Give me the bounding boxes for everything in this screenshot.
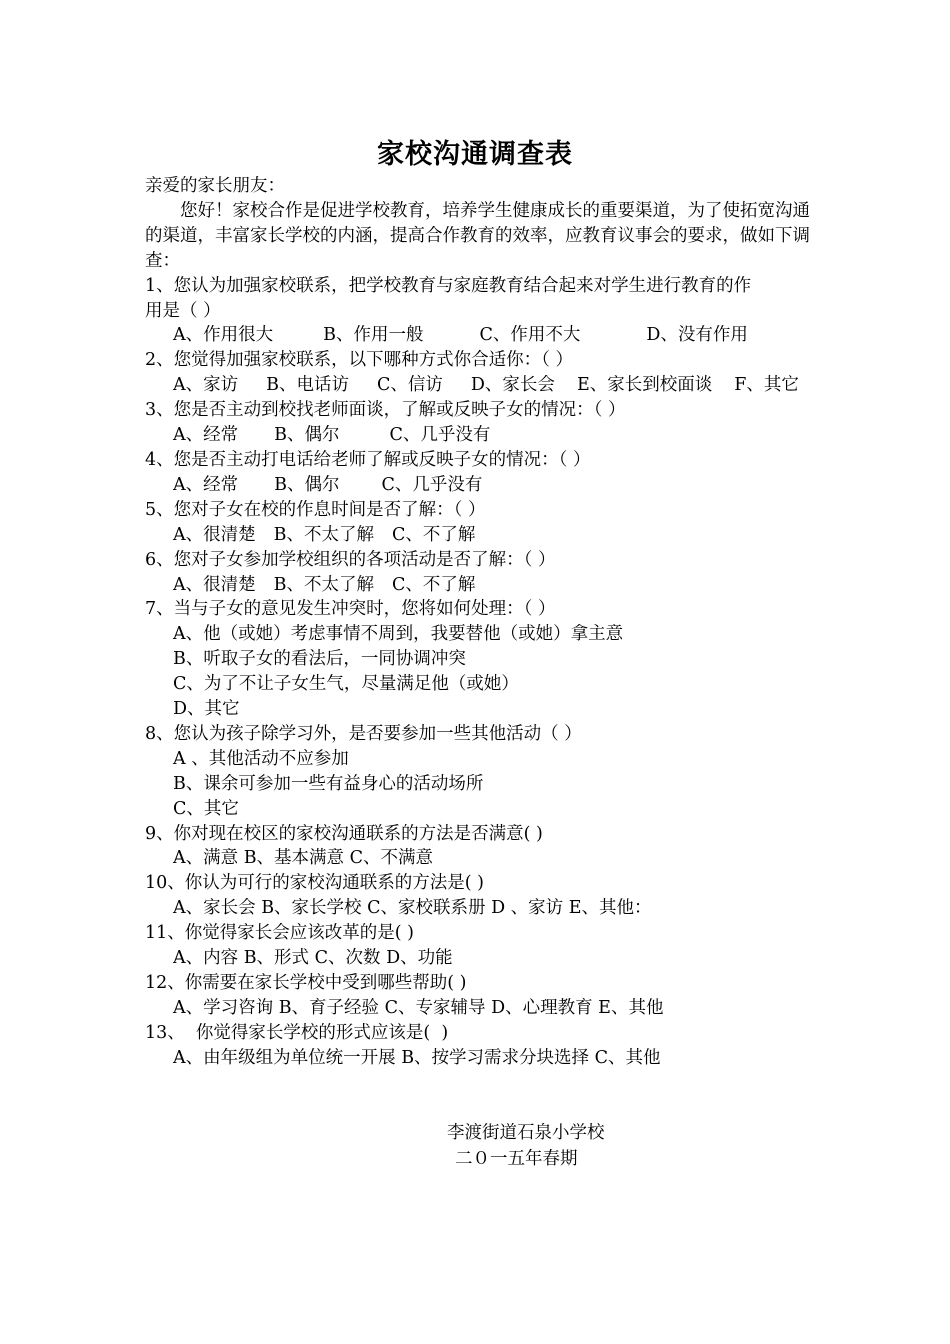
option: C、作用不大 [479, 325, 581, 346]
option: B、作用一般 [323, 325, 424, 346]
option: A、学习咨询 B、育子经验 C、专家辅导 D、心理教育 E、其他 [173, 997, 664, 1018]
option: B、偶尔 [274, 474, 340, 495]
option: A、经常 [173, 474, 239, 495]
greeting: 亲爱的家长朋友： [145, 176, 285, 196]
option: D、家长会 [470, 375, 555, 396]
option: A、内容 B、形式 C、次数 D、功能 [173, 948, 453, 969]
question-2-options [145, 373, 813, 398]
option: B、听取子女的看法后，一同协调冲突 [173, 649, 466, 670]
option: C、不了解 [392, 574, 476, 595]
option: B、不太了解 [273, 524, 375, 545]
question-8: 8、您认为孩子除学习外，是否要参加一些其他活动（ ） [145, 723, 582, 744]
option: B、电话访 [266, 375, 350, 396]
option: C、几乎没有 [389, 425, 491, 446]
option: D、其它 [173, 699, 240, 720]
question-3: 3、您是否主动到校找老师面谈，了解或反映子女的情况：（ ） [145, 400, 626, 421]
question-10: 10、你认为可行的家校沟通联系的方法是( ) [145, 873, 484, 894]
document-body [145, 174, 813, 1071]
option: C、几乎没有 [381, 474, 483, 495]
option: A、很清楚 [173, 574, 256, 595]
question-3-options [145, 423, 813, 448]
option: A、家访 [173, 375, 239, 396]
question-5: 5、您对子女在校的作息时间是否了解：（ ） [145, 499, 486, 520]
signature-date: 二０一五年春期 [455, 1149, 578, 1169]
question-7: 7、当与子女的意见发生冲突时，您将如何处理：（ ） [145, 599, 556, 620]
option: D、没有作用 [646, 325, 748, 346]
option: A、经常 [173, 425, 239, 446]
option: A、家长会 B、家长学校 C、家校联系册 D 、家访 E、其他： [173, 898, 652, 919]
option: A 、其他活动不应参加 [173, 748, 349, 769]
school-name: 李渡街道石泉小学校 [447, 1123, 605, 1143]
option: C、不了解 [392, 524, 476, 545]
option: C、信访 [377, 375, 443, 396]
question-9: 9、你对现在校区的家校沟通联系的方法是否满意( ) [145, 823, 543, 844]
question-12: 12、你需要在家长学校中受到哪些帮助( ) [145, 973, 467, 993]
document-title: 家校沟通调查表 [377, 139, 573, 170]
question-1: 1、您认为加强家校联系，把学校教育与家庭教育结合起来对学生进行教育的作 [145, 275, 752, 296]
question-11: 11、你觉得家长会应该改革的是( ) [145, 923, 414, 944]
question-4: 4、您是否主动打电话给老师了解或反映子女的情况：（ ） [145, 449, 591, 470]
question-1-options [145, 323, 813, 348]
question-1-cont: 用是（ ） [145, 300, 221, 321]
option: A、很清楚 [173, 524, 256, 545]
intro-paragraph: 您好！家校合作是促进学校教育，培养学生健康成长的重要渠道，为了使拓宽沟通的渠道，丰富家长学校的内涵，提高合作教育的效率，应教育议事会的要求，做如下调查： [145, 200, 810, 271]
option: C、为了不让子女生气，尽量满足他（或她） [173, 674, 519, 695]
option: A、满意 B、基本满意 C、不满意 [173, 848, 434, 869]
option: A、作用很大 [173, 325, 274, 346]
option: B、偶尔 [274, 425, 340, 446]
option: A、他（或她）考虑事情不周到，我要替他（或她）拿主意 [173, 624, 624, 645]
signature-block [447, 1120, 605, 1172]
question-4-options [145, 473, 813, 498]
question-5-options [145, 523, 813, 548]
question-13: 13、 你觉得家长学校的形式应该是( ) [145, 1022, 449, 1043]
option: A、由年级组为单位统一开展 B、按学习需求分块选择 C、其他 [173, 1047, 661, 1068]
option: F、其它 [734, 375, 799, 396]
option: B、课余可参加一些有益身心的活动场所 [173, 773, 484, 794]
option: B、不太了解 [273, 574, 375, 595]
option: E、家长到校面谈 [576, 375, 713, 396]
question-2: 2、您觉得加强家校联系，以下哪种方式你合适你：（ ） [145, 350, 573, 371]
question-6: 6、您对子女参加学校组织的各项活动是否了解：（ ） [145, 549, 556, 570]
question-6-options [145, 573, 813, 598]
option: C、其它 [173, 798, 239, 819]
